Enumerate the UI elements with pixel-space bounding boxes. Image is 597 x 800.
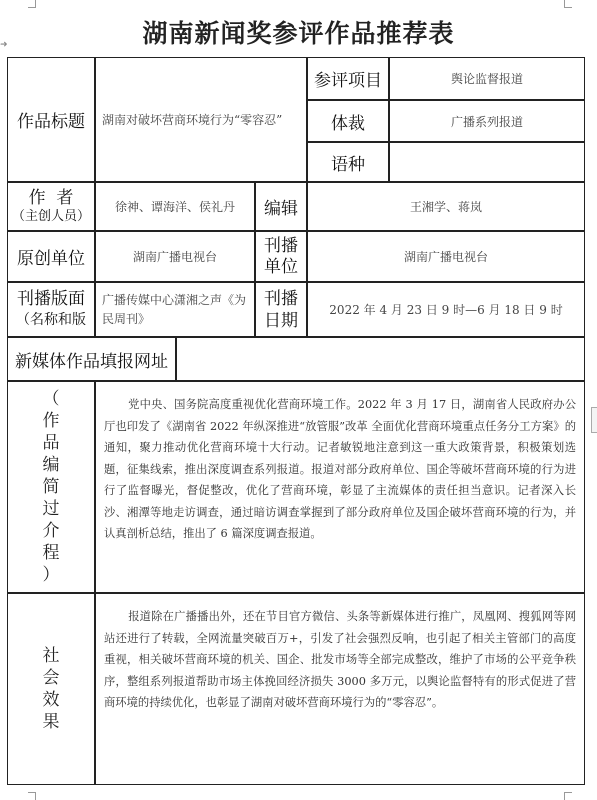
publish-unit-label-line1: 刊播 — [264, 235, 298, 256]
author-value[interactable]: 徐神、谭海洋、侯礼丹 — [95, 182, 255, 231]
page-title: 湖南新闻奖参评作品推荐表 — [142, 19, 455, 48]
table-move-handle-icon[interactable]: ➜ — [0, 40, 8, 50]
publish-section-label — [7, 282, 95, 337]
category-label: 参评项目 — [307, 57, 389, 100]
author-label-sub: （主创人员） — [11, 208, 90, 224]
publish-unit-label-line2: 单位 — [264, 256, 298, 277]
work-title-label: 作品标题 — [7, 57, 95, 182]
recommendation-form-table — [7, 57, 585, 785]
intro-label — [7, 381, 95, 593]
work-title-value[interactable]: 湖南对破坏营商环境行为“零容忍” — [95, 57, 307, 182]
genre-value[interactable]: 广播系列报道 — [389, 100, 585, 142]
effect-label-char: 社 — [42, 646, 60, 666]
effect-label-char: 效 — [42, 690, 60, 710]
intro-text: 党中央、国务院高度重视优化营商环境工作。2022 年 3 月 17 日，湖南省人民政府办公厅也印发了《湖南省 2022 年纵深推进“放管服”改革 全面优化营商环境重点任务分工方案》的通知，聚力推动优化营商环境十大行动。记者敏锐地注意到这一重大政策背景，积极策划选题，征集线索，推出深度调查系列报道。报道对部分政府单位、国企等破坏营商环境的行为进行了监督曝光，督促整改，优化了营商环境，彰显了主流媒体的责任担当意识。记者深入长沙、湘潭等地走访调查，通过暗访调查掌握到了部分政府单位及国企破坏营商环境的行为，并认真剖析总结，推出了 6 篇深度调查报道。 — [104, 398, 576, 540]
effect-label-char: 会 — [42, 668, 60, 688]
intro-label-char: （ — [42, 389, 60, 409]
intro-text-cell[interactable] — [95, 381, 585, 593]
editor-label: 编辑 — [255, 182, 307, 231]
newmedia-url-value[interactable] — [176, 337, 585, 381]
intro-label-char: 编 — [42, 455, 60, 475]
corner-mark-top-left — [28, 0, 36, 8]
intro-label-char: 品 — [42, 433, 60, 453]
corner-mark-top-right — [564, 0, 572, 8]
publish-section-label-line1: 刊播版面 — [17, 288, 85, 309]
publish-section-label-line2: （名称和版 — [16, 311, 86, 328]
side-scroll-tab[interactable] — [591, 407, 597, 433]
origin-unit-label: 原创单位 — [7, 231, 95, 282]
editor-value[interactable]: 王湘学、蒋岚 — [307, 182, 585, 231]
intro-label-char: 程 — [42, 543, 60, 563]
publish-section-value[interactable]: 广播传媒中心潇湘之声《为民周刊》 — [95, 282, 255, 337]
language-label: 语种 — [307, 142, 389, 182]
language-value[interactable] — [389, 142, 585, 182]
effect-text: 报道除在广播播出外，还在节目官方微信、头条等新媒体进行推广，凤凰网、搜狐网等网站还进行了转载，全网流量突破百万+，引发了社会强烈反响，也引起了相关主管部门的高度重视，相关破坏营商环境的机关、国企、批发市场等全部完成整改，维护了市场的公平竞争秩序，整组系列报道帮助市场主体挽回经济损失 3000 多万元，以舆论监督特有的形式促进了营商环境的持续优化，也彰显了湖南对破坏营商环境行为的“零容忍”。 — [104, 610, 576, 709]
intro-label-char: 作 — [42, 411, 60, 431]
effect-text-cell[interactable] — [95, 593, 585, 785]
intro-label-char: 介 — [42, 521, 60, 541]
intro-label-char: 过 — [42, 499, 60, 519]
effect-label — [7, 593, 95, 785]
origin-unit-value[interactable]: 湖南广播电视台 — [95, 231, 255, 282]
publish-date-label-line1: 刊播 — [264, 288, 298, 309]
newmedia-url-label: 新媒体作品填报网址 — [7, 337, 176, 381]
intro-label-char: ） — [42, 565, 60, 585]
publish-date-label — [255, 282, 307, 337]
author-label-main: 作 者 — [28, 187, 74, 208]
publish-unit-value[interactable]: 湖南广播电视台 — [307, 231, 585, 282]
intro-label-char: 简 — [42, 477, 60, 497]
author-label — [7, 182, 95, 231]
genre-label: 体裁 — [307, 100, 389, 142]
effect-label-char: 果 — [42, 712, 60, 732]
category-value[interactable]: 舆论监督报道 — [389, 57, 585, 100]
publish-date-value[interactable]: 2022 年 4 月 23 日 9 时—6 月 18 日 9 时 — [307, 282, 585, 337]
publish-unit-label — [255, 231, 307, 282]
publish-date-label-line2: 日期 — [264, 310, 298, 331]
